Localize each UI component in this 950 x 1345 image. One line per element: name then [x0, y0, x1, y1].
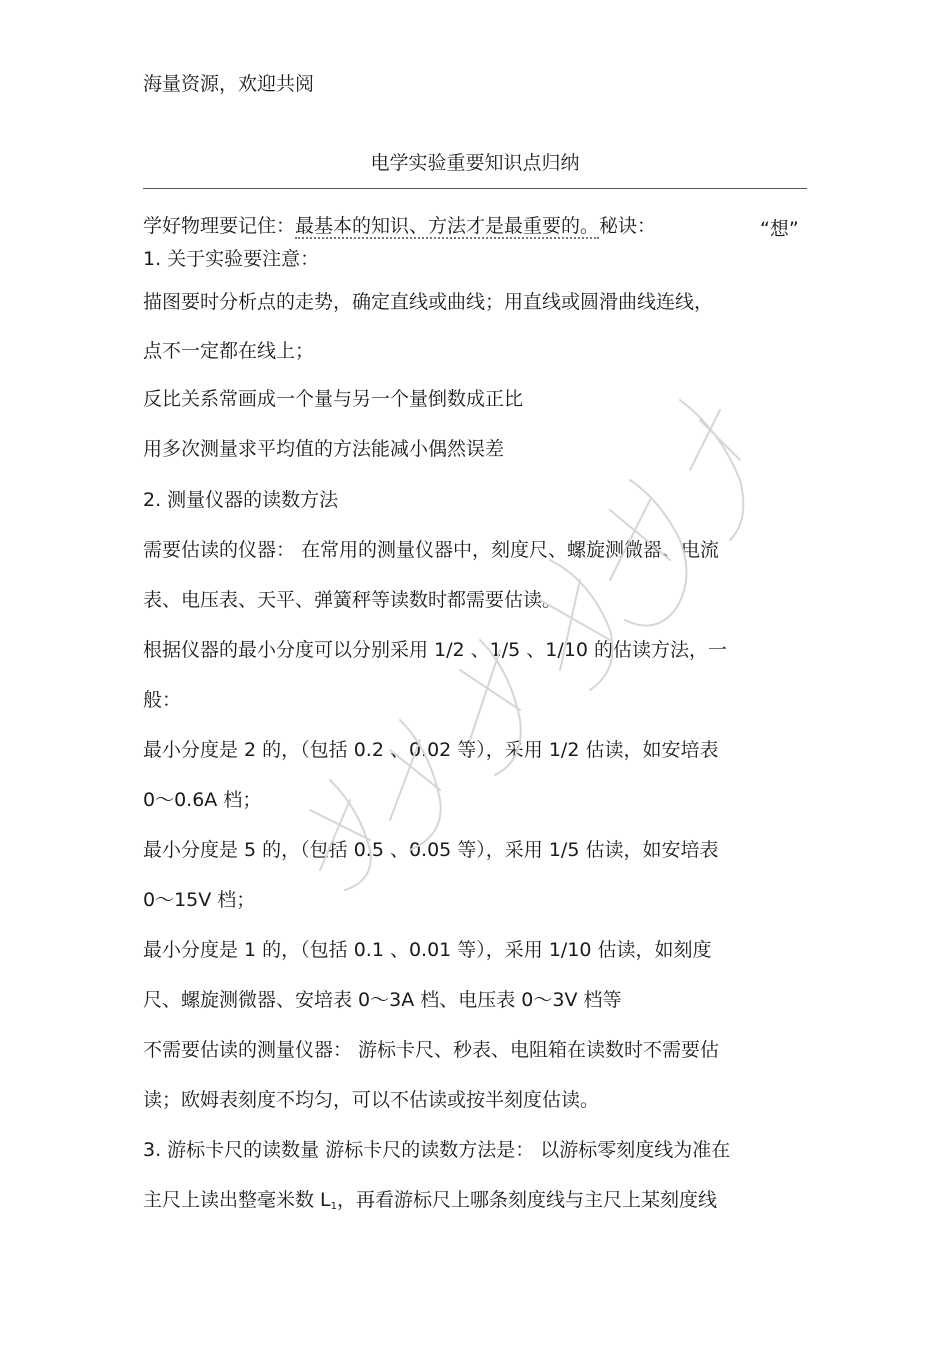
text-line: 1. 关于实验要注意：: [143, 248, 320, 270]
title-divider: [143, 188, 807, 189]
document-title: 电学实验重要知识点归纳: [370, 152, 580, 174]
text-line: 用多次测量求平均值的方法能减小偶然误差: [143, 438, 505, 460]
motto-quote: “想”: [760, 218, 799, 240]
text-line: 描图要时分析点的走势，确定直线或曲线；用直线或圆滑曲线连线，: [143, 291, 714, 313]
text-line: 根据仪器的最小分度可以分别采用 1/2 、1/5 、1/10 的估读方法，一: [143, 639, 727, 661]
text-line: 点不一定都在线上；: [143, 340, 315, 362]
text-line: 需要估读的仪器： 在常用的测量仪器中，刻度尺、螺旋测微器、电流: [143, 539, 720, 561]
text-line: 读；欧姆表刻度不均匀，可以不估读或按半刻度估读。: [143, 1089, 600, 1111]
text-line: 反比关系常画成一个量与另一个量倒数成正比: [143, 388, 524, 410]
motto-line: [143, 214, 656, 238]
text-line: 尺、螺旋测微器、安培表 0～3A 档、电压表 0～3V 档等: [143, 989, 622, 1011]
last-line-subscript: 1: [330, 1201, 338, 1212]
motto-prefix: 学好物理要记住：: [143, 215, 296, 237]
motto-suffix: 秘诀：: [599, 215, 657, 237]
section-heading: 3. 游标卡尺的读数量 游标卡尺的读数方法是： 以游标零刻度线为准在: [143, 1139, 731, 1161]
text-line: 不需要估读的测量仪器： 游标卡尺、秒表、电阻箱在读数时不需要估: [143, 1039, 720, 1061]
text-line: 最小分度是 5 的，（包括 0.5 、0.05 等），采用 1/5 估读，如安培表: [143, 839, 719, 861]
text-line: 表、电压表、天平、弹簧秤等读数时都需要估读。: [143, 589, 562, 611]
text-line: 0～15V 档；: [143, 889, 256, 911]
text-line: 般：: [143, 689, 182, 711]
last-line-before: 主尺上读出整毫米数 L: [143, 1189, 331, 1211]
text-line: 最小分度是 1 的，（包括 0.1 、0.01 等），采用 1/10 估读，如刻度: [143, 939, 712, 961]
section-heading: 2. 测量仪器的读数方法: [143, 489, 339, 511]
text-line: 0～0.6A 档；: [143, 789, 262, 811]
text-line: 最小分度是 2 的，（包括 0.2 、0.02 等），采用 1/2 估读，如安培表: [143, 739, 719, 761]
last-line-after: ，再看游标尺上哪条刻度线与主尺上某刻度线: [337, 1189, 718, 1211]
text-line: [143, 1188, 717, 1219]
page-header: 海量资源，欢迎共阅: [143, 73, 315, 95]
motto-emphasis: 最基本的知识、方法才是最重要的。: [295, 215, 600, 237]
